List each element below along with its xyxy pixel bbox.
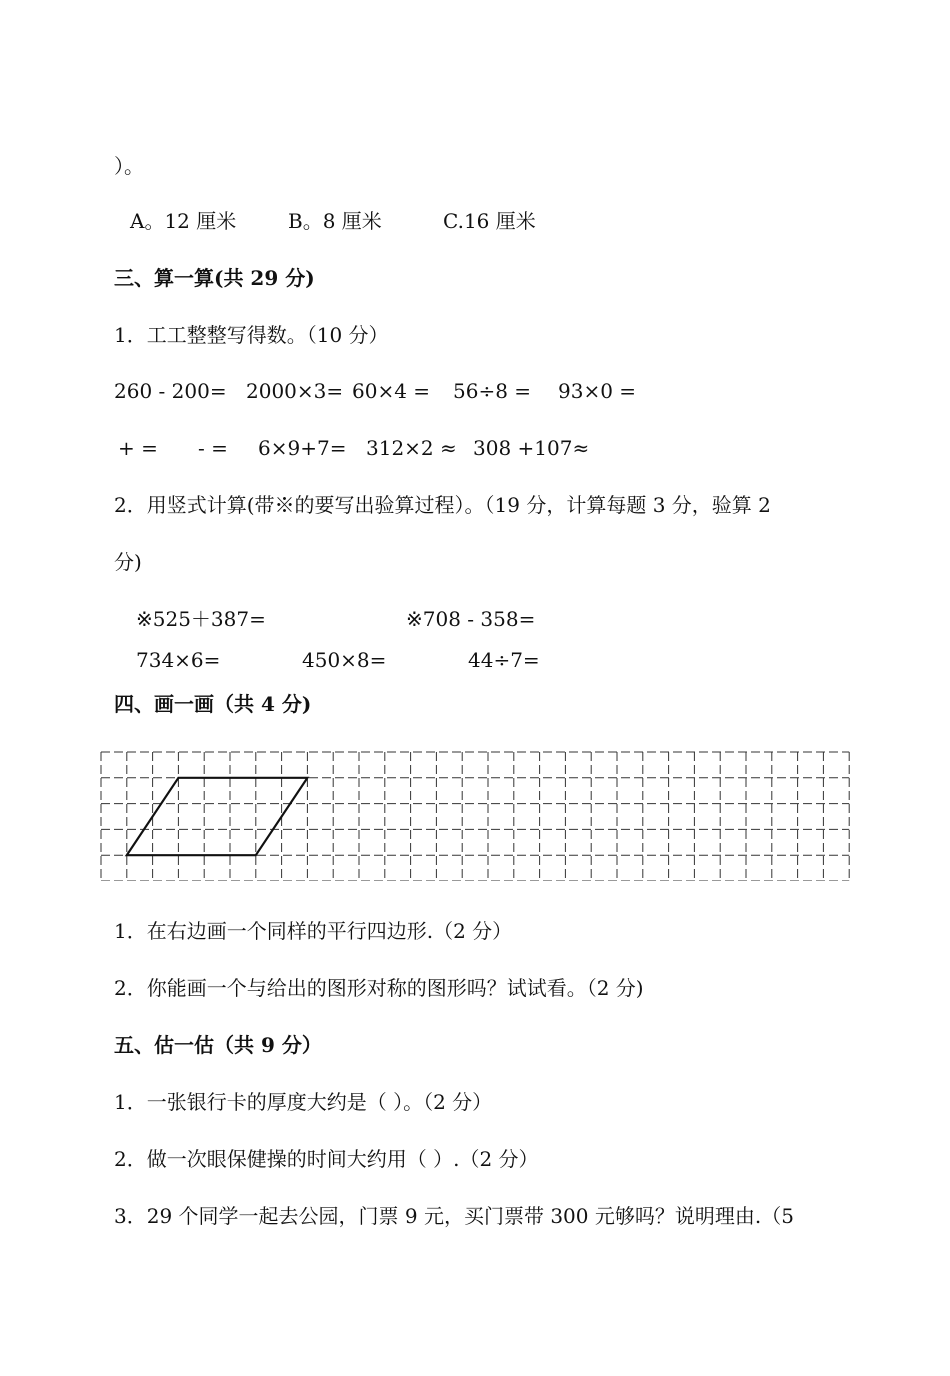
section-4-heading: 四、画一画（共 4 分) [114,692,312,716]
section-5-question-1: 1．一张银行卡的厚度大约是（ ）。（2 分） [114,1090,493,1114]
section-4-question-1: 1．在右边画一个同样的平行四边形.（2 分） [114,919,513,943]
calc-item: 93×0 = [558,379,637,403]
section-3-question-1: 1．工工整整写得数。（10 分） [114,323,389,347]
section-3-heading: 三、算一算(共 29 分) [114,266,315,290]
calc-item: 56÷8 = [453,379,532,403]
calc-item: ※708 - 358= [406,607,536,631]
option-b: B。8 厘米 [288,209,382,233]
section-5-question-3: 3．29 个同学一起去公园，门票 9 元，买门票带 300 元够吗？说明理由.（5 [114,1204,794,1228]
calc-item: 308 +107≈ [473,436,590,460]
calc-item: 312×2 ≈ [366,436,457,460]
calc-item: + = [118,436,158,460]
calc-item: 6×9+7= [258,436,347,460]
calc-item: 260 - 200= [114,379,227,403]
calc-item: 2000×3= [246,379,344,403]
grid-lines [101,752,849,881]
calc-item: 734×6= [136,648,221,672]
dot-grid [100,749,852,881]
option-c: C.16 厘米 [443,209,536,233]
section-5-heading: 五、估一估（共 9 分） [114,1033,322,1057]
calc-item: ※525＋387= [136,607,266,631]
option-a: A。12 厘米 [130,209,237,233]
calc-item: 60×4 = [352,379,431,403]
calc-item: 450×8= [302,648,387,672]
continued-bracket: ）。 [114,154,144,178]
section-3-question-2: 2．用竖式计算(带※的要写出验算过程）。（19 分，计算每题 3 分，验算 2 [114,493,771,517]
calc-item: - = [198,436,228,460]
section-3-question-2-cont: 分) [114,550,142,574]
section-4-question-2: 2．你能画一个与给出的图形对称的图形吗？试试看。（2 分) [114,976,644,1000]
calc-item: 44÷7= [468,648,540,672]
parallelogram [127,778,308,855]
section-5-question-2: 2．做一次眼保健操的时间大约用（ ）.（2 分） [114,1147,539,1171]
